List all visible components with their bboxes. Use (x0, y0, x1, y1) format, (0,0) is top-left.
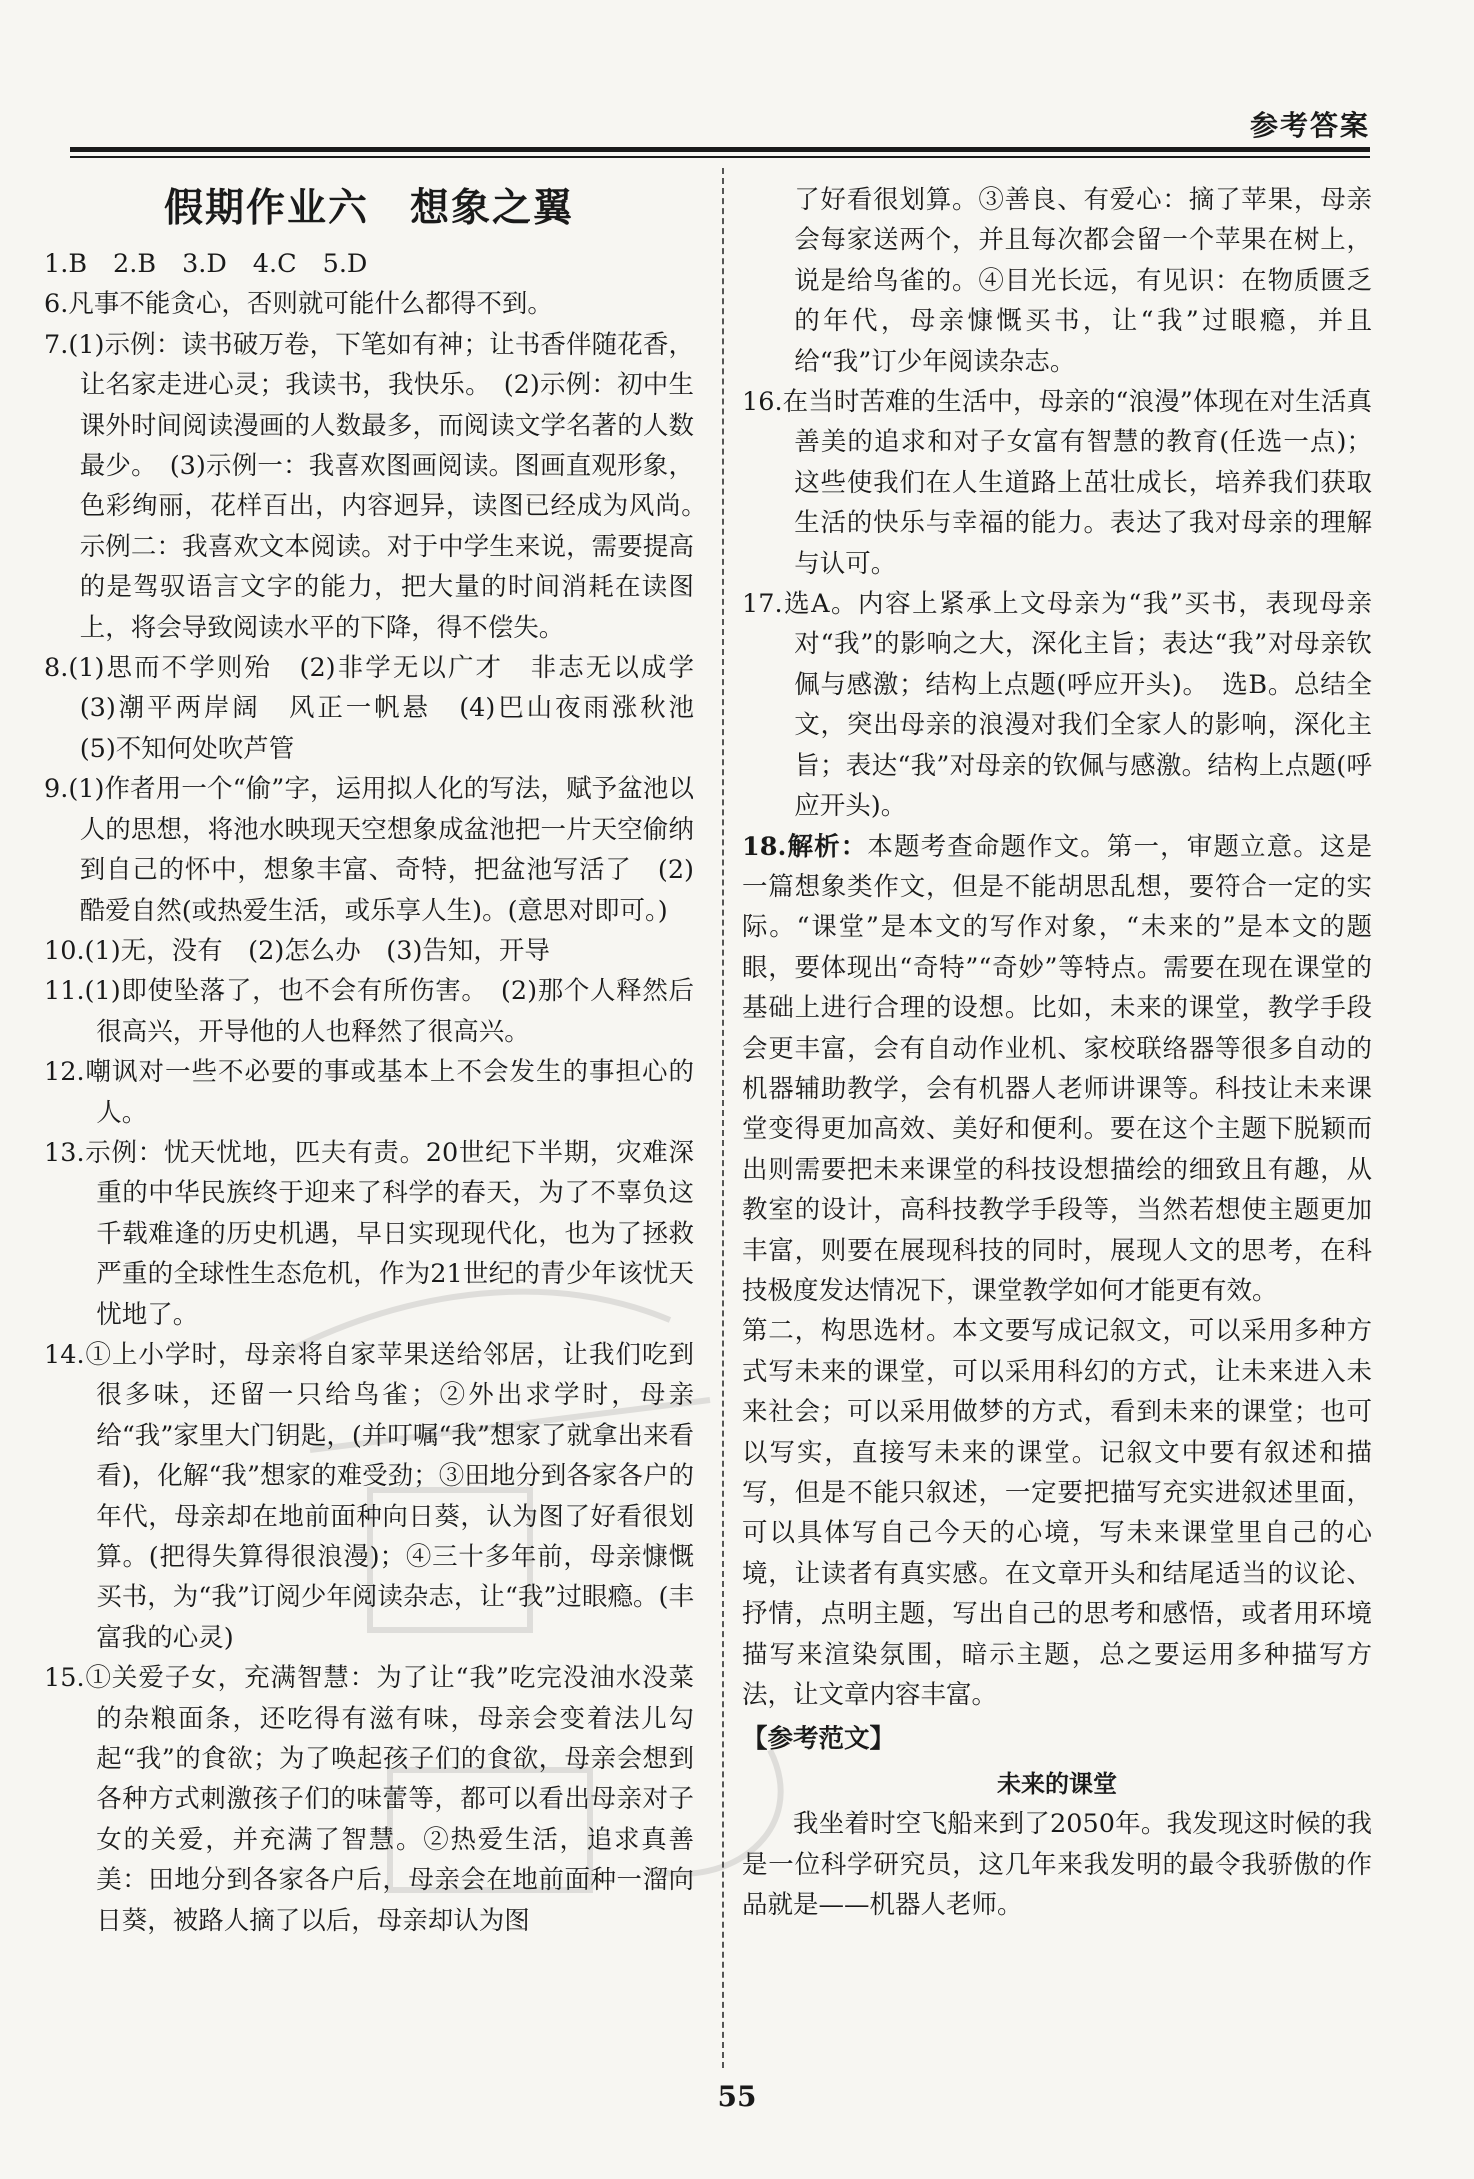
header-rule-thin (70, 156, 1370, 158)
answer-mc-5: 5.D (322, 249, 368, 279)
answer-18-text: 本题考查命题作文。第一，审题立意。这是一篇想象类作文，但是不能胡思乱想，要符合一定的实际。“课堂”是本文的写作对象，“未来的”是本文的题眼，要体现出“奇特”“奇妙”等特点。需要在现在课堂的基础上进行合理的设想。比如，未来的课堂，教学手段会更丰富，会有自动作业机、家校联络器等很多自动的机器辅助教学，会有机器人老师讲课等。科技让未来课堂变得更加高效、美好和便利。要在这个主题下脱颖而出则需要把未来课堂的科技设想描绘的细致且有趣，从教室的设计，高科技教学手段等，当然若想使主题更加丰富，则要在展现科技的同时，展现人文的思考，在科技极度发达情况下，课堂教学如何才能更有效。 (742, 831, 1372, 1306)
answer-18-part2: 第二，构思选材。本文要写成记叙文，可以采用多种方式写未来的课堂，可以采用科幻的方式，让未来进入未来社会；可以采用做梦的方式，看到未来的课堂；也可以写实，直接写未来的课堂。记叙文中要有叙述和描写，但是不能只叙述，一定要把描写充实进叙述里面，可以具体写自己今天的心境，写未来课堂里自己的心境，让读者有真实感。在文章开头和结尾适当的议论、抒情，点明主题，写出自己的思考和感悟，或者用环境描写来渲染氛围，暗示主题，总之要运用多种描写方法，让文章内容丰富。 (742, 1316, 1372, 1711)
answer-15-left: 15.①关爱子女，充满智慧：为了让“我”吃完没油水没菜的杂粮面条，还吃得有滋有味，母亲会变着法儿勾起“我”的食欲；为了唤起孩子们的食欲，母亲会想到各种方式刺激孩子们的味蕾等，都可以看出母亲对子女的关爱，并充满了智慧。②热爱生活，追求真善美：田地分到各家各户后，母亲会在地前面种一溜向日葵，被路人摘了以后，母亲却认为图 (44, 1663, 694, 1936)
answer-13: 13.示例：忧天忧地，匹夫有责。20世纪下半期，灾难深重的中华民族终于迎来了科学的春天，为了不辜负这千载难逢的历史机遇，早日实现现代化，也为了拯救严重的全球性生态危机，作为21世纪的青少年该忧天忧地了。 (44, 1137, 694, 1330)
watermark-stamp (250, 1230, 900, 1930)
page-title: 假期作业六 想象之翼 (163, 186, 574, 231)
answer-9: 9.(1)作者用一个“偷”字，运用拟人化的写法，赋予盆池以人的思想，将池水映现天空想象成盆池把一片天空偷纳到自己的怀中，想象丰富、奇特，把盆池写活了 (2)酷爱自然(或热爱生活，或乐享人生)。(意思对即可。) (44, 774, 694, 926)
answer-10: 10.(1)无，没有 (2)怎么办 (3)告知，开导 (44, 935, 550, 966)
essay-label: 【参考范文】 (742, 1724, 896, 1755)
answer-6: 6.凡事不能贪心，否则就可能什么都得不到。 (44, 289, 553, 320)
answer-18-label: 18.解析： (742, 831, 868, 862)
answer-11: 11.(1)即使坠落了，也不会有所伤害。 (2)那个人释然后很高兴，开导他的人也释然了很高兴。 (44, 976, 694, 1047)
answer-8: 8.(1)思而不学则殆 (2)非学无以广才 非志无以成学 (3)潮平两岸阔 风正一帆悬 (4)巴山夜雨涨秋池 (5)不知何处吹芦管 (44, 653, 720, 764)
essay-body: 我坐着时空飞船来到了2050年。我发现这时候的我是一位科学研究员，这几年来我发明的最令我骄傲的作品就是——机器人老师。 (742, 1809, 1372, 1921)
header-rule-thick (70, 147, 1370, 152)
answer-14: 14.①上小学时，母亲将自家苹果送给邻居，让我们吃到很多味，还留一只给鸟雀；②外出求学时，母亲给“我”家里大门钥匙，(并叮嘱“我”想家了就拿出来看看)，化解“我”想家的难受劲；③田地分到各家各户的年代，母亲却在地前面种向日葵，认为图了好看很划算。(把得失算得很浪漫)；④三十多年前，母亲慷慨买书，为“我”订阅少年阅读杂志，让“我”过眼瘾。(丰富我的心灵) (44, 1339, 694, 1653)
answer-mc-2: 2.B (113, 249, 157, 279)
answer-15-right: 了好看很划算。③善良、有爱心：摘了苹果，母亲会每家送两个，并且每次都会留一个苹果在树上，说是给鸟雀的。④目光长远，有见识：在物质匮乏的年代，母亲慷慨买书，让“我”过眼瘾，并且给“我”订少年阅读杂志。 (794, 185, 1372, 377)
answer-16: 16.在当时苦难的生活中，母亲的“浪漫”体现在对生活真善美的追求和对子女富有智慧的教育(任选一点)；这些使我们在人生道路上茁壮成长，培养我们获取生活的快乐与幸福的能力。表达了我对母亲的理解与认可。 (742, 387, 1372, 579)
answer-7: 7.(1)示例：读书破万卷，下笔如有神；让书香伴随花香，让名家走进心灵；我读书，我快乐。 (2)示例：初中生课外时间阅读漫画的人数最多，而阅读文学名著的人数最少。 (3)示例一：我喜欢图画阅读。图画直观形象，色彩绚丽，花样百出，内容迥异，读图已经成为风尚。 示例二：我喜欢文本阅读。对于中学生来说，需要提高的是驾驭语言文字的能力，把大量的时间消耗在读图上，将会导致阅读水平的下降，得不偿失。 (44, 329, 720, 643)
essay-title: 未来的课堂 (997, 1769, 1117, 1798)
answer-mc-3: 3.D (182, 249, 227, 279)
answer-mc-4: 4.C (252, 249, 297, 279)
page-number: 55 (717, 2080, 757, 2113)
answer-mc (44, 244, 694, 284)
answer-mc-1: 1.B (44, 249, 88, 279)
answer-17: 17.选A。内容上紧承上文母亲为“我”买书，表现母亲对“我”的影响之大，深化主旨；表达“我”对母亲钦佩与感激；结构上点题(呼应开头)。 选B。总结全文，突出母亲的浪漫对我们全家人的影响，深化主旨；表达“我”对母亲的钦佩与感激。结构上点题(呼应开头)。 (742, 589, 1372, 822)
answer-12: 12.嘲讽对一些不必要的事或基本上不会发生的事担心的人。 (44, 1057, 694, 1128)
header-section-label: 参考答案 (1249, 109, 1370, 142)
